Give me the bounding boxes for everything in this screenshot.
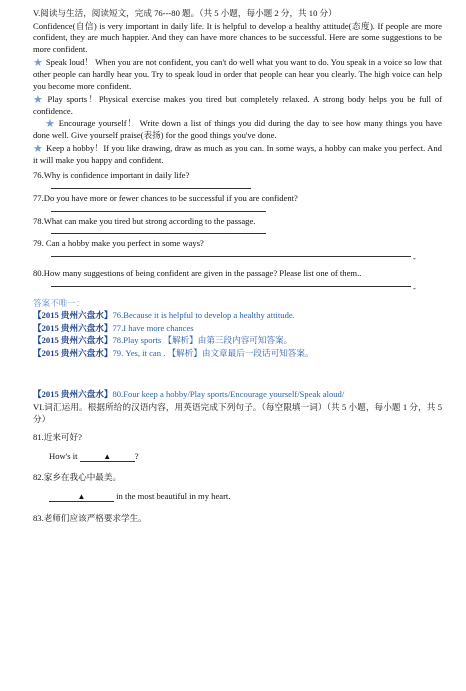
passage-intro: Confidence(自信) is very important in daily life. It is helpful to develop a healthy attitude(态度). If people are more confident, they are much happier. And they can have more chances to be successful. Here are some suggestions to be more confident. [33,20,442,54]
star-icon: ★ [33,93,45,106]
answer-78: 【2015 贵州六盘水】78.Play sports 【解析】由第三段内容可知答案。 [33,335,293,346]
question-80: 80.How many suggestions of being confident are given in the passage? Please list one of them.. [33,268,362,279]
sentence-81: How's it ▲ ? [49,450,139,461]
question-76: 76.Why is confidence important in daily life? [33,170,190,181]
answer-line-79[interactable] [51,250,411,257]
answer-79: 【2015 贵州六盘水】79. Yes, it can . 【解析】由文章最后一段话可知答案。 [33,347,314,358]
section-5-title: V.阅读与生活，阅读短文，完成 76---80 题。（共 5 小题，每小题 2 分，共 10 分） [33,8,337,18]
section-6-title: VI.词汇运用。根据所给的汉语内容，用英语完成下列句子。（每空限填一词）（共 5 小题，每小题 1 分，共 5 分） [33,402,442,424]
question-78: 78.What can make you tired but strong according to the passage. [33,215,256,226]
passage-tip-4: ★ Keep a hobby！If you like drawing, draw as much as you can. In some ways, a hobby can make you perfect. And it will make you happy and confident. [33,142,442,165]
answer-row-80: - [33,280,442,295]
blank-82[interactable]: ▲ [49,492,114,502]
passage-tip-3: ★ Encourage yourself！ Write down a list of things you did during the day to see how many things you have done well. Give yourself praise(表扬) for the good things you've done. [33,118,442,141]
question-79: 79. Can a hobby make you perfect in some ways? [33,238,204,249]
answer-76: 【2015 贵州六盘水】76.Because it is helpful to develop a healthy attitude. [33,310,295,321]
answer-77: 【2015 贵州六盘水】77.I have more chances [33,322,194,333]
answer-row-79: - [33,250,442,265]
answer-line-76[interactable] [51,182,251,189]
question-81: 81.近来可好? [33,432,82,443]
sentence-82: ▲ in the most beautiful in my heart. [33,491,442,503]
blank-81[interactable]: ▲ [80,452,135,462]
answer-line-77[interactable] [51,205,266,212]
question-82: 82.家乡在我心中最美。 [33,472,122,483]
passage-tip-2: ★ Play sports！Physical exercise makes you tired but completely relaxed. A strong body helps you be full of confidence. [33,93,442,116]
answer-line-78[interactable] [51,227,266,234]
answer-note: 答案不唯一： [33,297,85,308]
star-icon: ★ [33,142,44,155]
star-icon: ★ [45,118,56,131]
question-77: 77.Do you have more or fewer chances to be successful if you are confident? [33,192,298,203]
answer-80: 【2015 贵州六盘水】80.Four keep a hobby/Play sports/Encourage yourself/Speak aloud/ [33,389,345,400]
answer-line-80[interactable] [51,280,411,287]
star-icon: ★ [33,57,43,70]
question-83: 83.老师们应该严格要求学生。 [33,512,147,523]
passage-tip-1: ★ Speak loud！ When you are not confident, you can't do well what you want to do. You speak in a voice so low that other people can hardly hear you. Try to speak loud in order that people can hear you clearly. The high voice can help you become more confident. [33,57,442,91]
